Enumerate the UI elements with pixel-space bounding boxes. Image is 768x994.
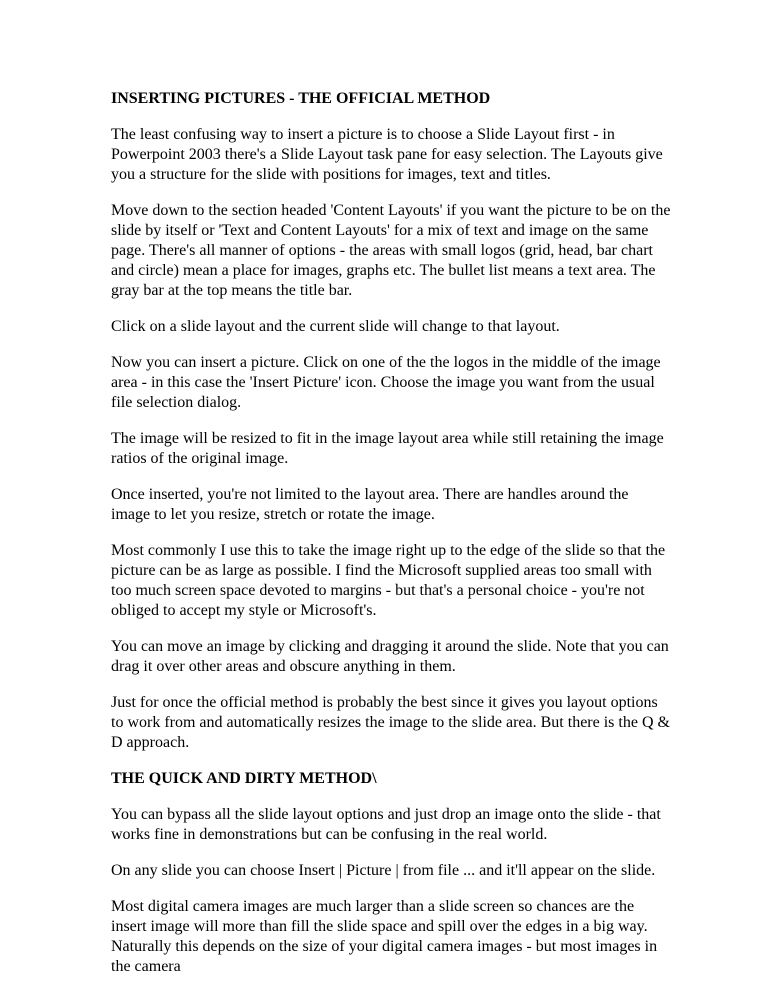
paragraph-camera-images: Most digital camera images are much larger than a slide screen so chances are the insert image will more than fill the slide space and spill over the edges in a big way. Naturally this depends on the size of your digital camera images - but most images in the camera bbox=[111, 898, 658, 975]
section-heading-quick-method: THE QUICK AND DIRTY METHOD\ bbox=[111, 770, 377, 787]
paragraph-resize: The image will be resized to fit in the image layout area while still retaining the image ratios of the original image. bbox=[111, 430, 664, 467]
paragraph-bypass: You can bypass all the slide layout options and just drop an image onto the slide - that works fine in demonstrations but can be confusing in the real world. bbox=[111, 806, 661, 843]
paragraph-insert-menu: On any slide you can choose Insert | Picture | from file ... and it'll appear on the slide. bbox=[111, 862, 656, 879]
paragraph-click-layout: Click on a slide layout and the current slide will change to that layout. bbox=[111, 318, 560, 335]
paragraph-official-best: Just for once the official method is probably the best since it gives you layout options to work from and automatically resizes the image to the slide area. But there is the Q & D approach. bbox=[111, 694, 670, 751]
paragraph-handles: Once inserted, you're not limited to the layout area. There are handles around the image to let you resize, stretch or rotate the image. bbox=[111, 486, 629, 523]
paragraph-content-layouts: Move down to the section headed 'Content Layouts' if you want the picture to be on the slide by itself or 'Text and Content Layouts' for a mix of text and image on the same page. There's all manner of options - the areas with small logos (grid, head, bar chart and circle) mean a place for images, graphs etc. The bullet list means a text area. The gray bar at the top means the title bar. bbox=[111, 202, 671, 299]
paragraph-insert-picture: Now you can insert a picture. Click on one of the the logos in the middle of the image area - in this case the 'Insert Picture' icon. Choose the image you want from the usual file selection dialog. bbox=[111, 354, 661, 411]
document-body bbox=[111, 89, 671, 993]
paragraph-move-image: You can move an image by clicking and dragging it around the slide. Note that you can drag it over other areas and obscure anything in them. bbox=[111, 638, 669, 675]
paragraph-intro: The least confusing way to insert a picture is to choose a Slide Layout first - in Powerpoint 2003 there's a Slide Layout task pane for easy selection. The Layouts give you a structure for the slide with positions for images, text and titles. bbox=[111, 126, 663, 183]
paragraph-edge-of-slide: Most commonly I use this to take the image right up to the edge of the slide so that the picture can be as large as possible. I find the Microsoft supplied areas too small with too much screen space devoted to margins - but that's a personal choice - you're not obliged to accept my style or Microsoft's. bbox=[111, 542, 666, 619]
section-heading-official-method: INSERTING PICTURES - THE OFFICIAL METHOD bbox=[111, 90, 491, 107]
